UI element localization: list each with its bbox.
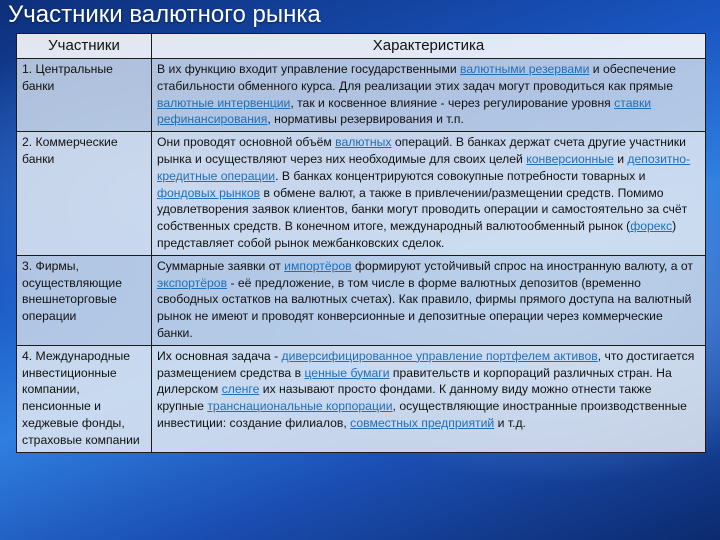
description-link[interactable]: экспортёров	[157, 275, 228, 290]
table-header-row	[17, 34, 706, 59]
description-text: - её предложение, в том числе в форме валютных депозитов (временно свободных остатков на валютных счетах). Как правило, фирмы прямого доступа на валютный рынок не имеют и проводят конверсионные и депозитные операции через коммерческие банки.	[157, 275, 692, 340]
participants-table	[16, 33, 706, 453]
description-text: формируют устойчивый спрос на иностранную валюту, а от	[351, 258, 694, 273]
description-link[interactable]: ценные бумаги	[304, 365, 390, 380]
description-text: , так и косвенное влияние - через регулирование уровня	[290, 95, 615, 110]
description-cell	[152, 345, 706, 452]
description-text: . В банках концентрируются совокупные потребности товарных и	[275, 168, 646, 183]
description-link[interactable]: совместных предприятий	[350, 415, 495, 430]
description-text: , что достигается размещением средства в	[157, 348, 695, 380]
description-link[interactable]: ставки рефинансирования	[157, 95, 652, 127]
description-link[interactable]: импортёров	[284, 258, 352, 273]
description-text: и	[613, 151, 628, 166]
description-link[interactable]: конверсионные	[526, 151, 614, 166]
page-title: Участники валютного рынка	[8, 1, 321, 28]
description-text: , осуществляющие иностранные производственные инвестиции: создание филиалов,	[157, 399, 687, 430]
description-link[interactable]: фондовых рынков	[157, 185, 261, 200]
participant-cell: 2. Коммерческие банки	[17, 132, 152, 256]
table-row	[17, 59, 706, 132]
description-cell	[152, 132, 706, 256]
description-text: В их функцию входит управление государственными	[157, 62, 461, 76]
description-text: и обеспечение стабильности обменного курса. Для реализации этих задач могут проводиться как прямые	[157, 62, 676, 93]
description-text: Суммарные заявки от	[157, 258, 285, 273]
description-cell	[152, 255, 706, 345]
description-cell	[152, 59, 706, 132]
participant-cell: 1. Центральные банки	[17, 59, 152, 132]
description-text: в обмене валют, а также в привлечении/размещении средств. Помимо удовлетворения заявок клиентов, банки могут проводить операции и самостоятельно за счёт собственных средств. В конечном итоге, международный валютообменный рынок (	[157, 185, 688, 234]
table-row	[17, 345, 706, 452]
description-link[interactable]: валютные интервенции	[157, 95, 291, 110]
header-participants: Участники	[17, 34, 152, 59]
description-text: , нормативы резервирования и т.п.	[267, 112, 464, 127]
description-text: операций. В банках держат счета другие участники рынка и осуществляют через них необходимые для своих целей	[157, 135, 686, 166]
description-link[interactable]: форекс	[630, 219, 673, 234]
description-link[interactable]: валютных	[335, 135, 392, 150]
description-text: Их основная задача -	[157, 348, 282, 363]
participant-cell: 3. Фирмы, осуществляющие внешнеторговые операции	[17, 255, 152, 345]
description-link[interactable]: валютными резервами	[460, 62, 590, 76]
header-characteristic: Характеристика	[152, 34, 706, 59]
description-text: их называют просто фондами. К данному виду можно отнести также крупные	[157, 382, 652, 414]
description-text: ) представляет собой рынок межбанковских сделок.	[157, 219, 677, 250]
description-link[interactable]: диверсифицированное управление портфелем активов	[281, 348, 598, 363]
description-text: правительств и корпораций различных стран. На дилерском	[157, 365, 672, 397]
description-link[interactable]: транснациональные корпорации	[207, 399, 393, 414]
description-text: и т.д.	[494, 415, 526, 430]
table-row	[17, 132, 706, 256]
participant-cell: 4. Международные инвестиционные компании, пенсионные и хеджевые фонды, страховые компании	[17, 345, 152, 452]
description-link[interactable]: сленге	[221, 382, 260, 397]
description-link[interactable]: депозитно-кредитные операции	[157, 151, 691, 183]
description-text: Они проводят основной объём	[157, 135, 336, 150]
table-row	[17, 255, 706, 345]
